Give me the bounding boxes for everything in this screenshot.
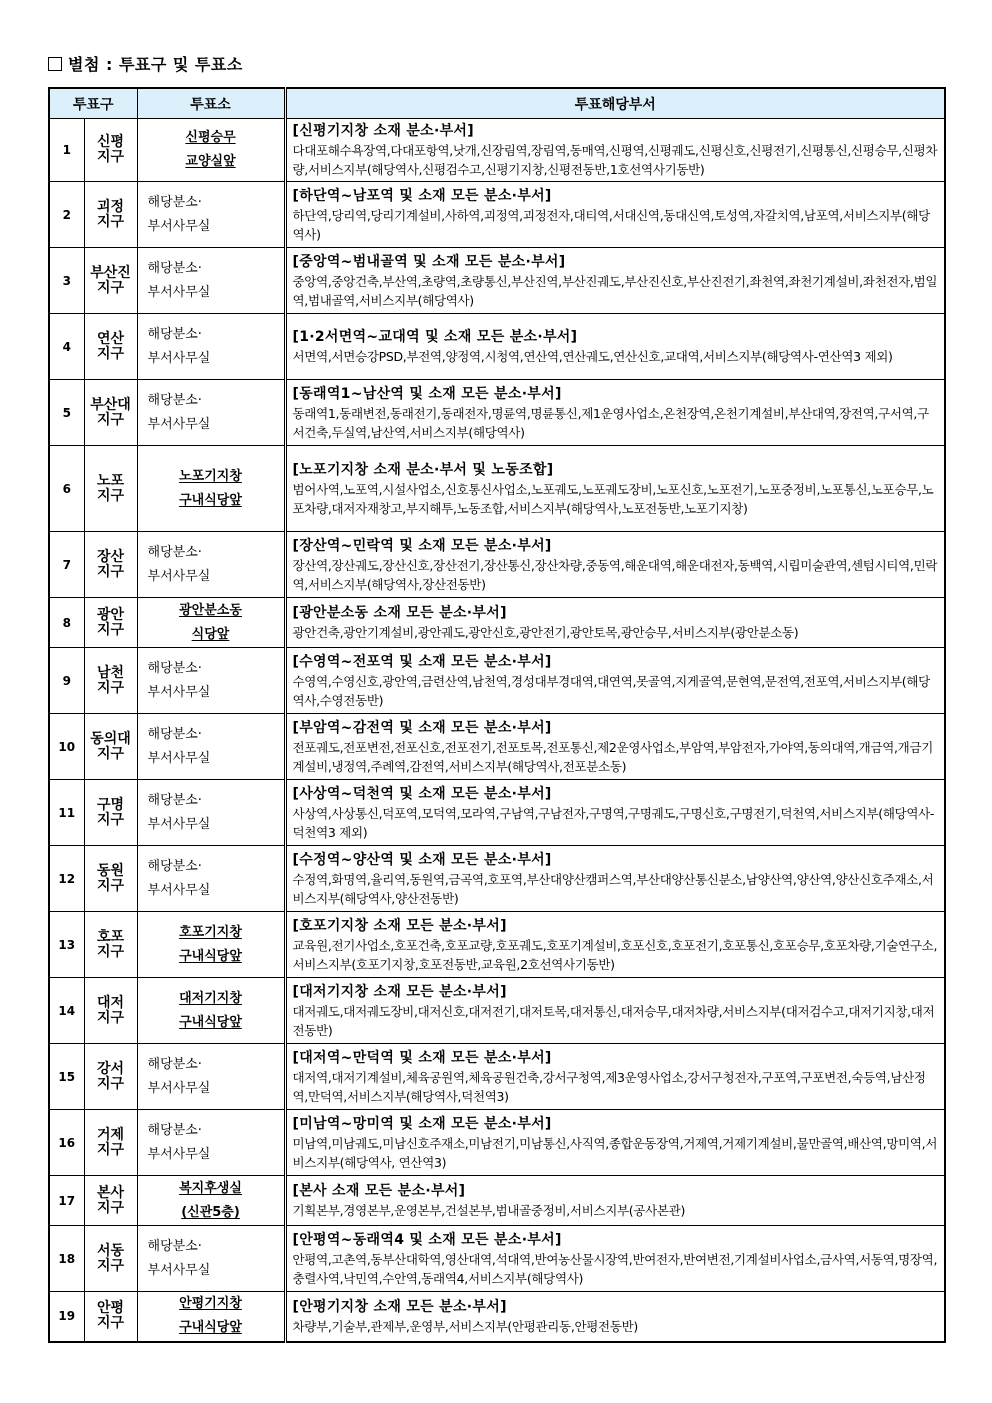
polling-place-line: 광안분소동 xyxy=(179,602,242,618)
polling-place xyxy=(137,598,285,648)
district-name-line: 장산 xyxy=(96,548,125,565)
department-heading: [사상역~덕천역 및 소재 모든 분소·부서] xyxy=(292,785,552,802)
polling-place xyxy=(137,446,285,532)
table-row xyxy=(49,1226,945,1292)
table-row xyxy=(49,248,945,314)
district-name-line: 동원 xyxy=(96,862,125,879)
district-name xyxy=(84,978,137,1044)
department-cell xyxy=(285,714,945,780)
polling-place-line: 부서사무실 xyxy=(147,416,211,432)
department-list: 중앙역,중앙건축,부산역,초량역,초량통신,부산진역,부산진궤도,부산진신호,부산진전기,좌천역,좌천기계설비,좌천전자,범일역,범내골역,서비스지부(해당역사) xyxy=(292,273,938,308)
row-number: 8 xyxy=(49,598,84,648)
row-number: 19 xyxy=(49,1292,84,1342)
district-name-line: 부산진 xyxy=(90,264,131,281)
department-heading: [노포기지창 소재 분소·부서 및 노동조합] xyxy=(292,461,554,478)
district-name-line: 서동 xyxy=(96,1242,125,1259)
polling-place-line: 부서사무실 xyxy=(147,1080,211,1096)
department-cell xyxy=(285,182,945,248)
row-number: 16 xyxy=(49,1110,84,1176)
row-number: 5 xyxy=(49,380,84,446)
polling-place-line: 부서사무실 xyxy=(147,750,211,766)
department-list: 차량부,기술부,관제부,운영부,서비스지부(안평관리동,안평전동반) xyxy=(292,1318,638,1334)
district-name xyxy=(84,248,137,314)
district-name-line: 연산 xyxy=(96,330,125,347)
table-row xyxy=(49,182,945,248)
polling-place xyxy=(137,1044,285,1110)
row-number: 2 xyxy=(49,182,84,248)
district-name xyxy=(84,780,137,846)
polling-place-line: 해당분소· xyxy=(147,392,202,408)
polling-place-line: 해당분소· xyxy=(147,544,202,560)
department-heading: [본사 소재 모든 분소·부서] xyxy=(292,1183,466,1199)
polling-place-line: 구내식당앞 xyxy=(179,492,242,508)
polling-place-line: 교양실앞 xyxy=(185,154,236,169)
row-number: 3 xyxy=(49,248,84,314)
district-name-line: 안평 xyxy=(96,1300,125,1317)
department-cell xyxy=(285,532,945,598)
district-name-line: 지구 xyxy=(96,279,125,296)
department-heading: [1·2서면역~교대역 및 소재 모든 분소·부서] xyxy=(292,329,578,345)
polling-place-line: 대저기지창 xyxy=(179,990,242,1006)
department-heading: [안평역~동래역4 및 소재 모든 분소·부서] xyxy=(292,1231,562,1248)
polling-place xyxy=(137,648,285,714)
district-name xyxy=(84,182,137,248)
polling-place-line: 구내식당앞 xyxy=(179,948,242,964)
polling-place xyxy=(137,912,285,978)
header-polling-place: 투표소 xyxy=(137,88,285,119)
district-name-line: 지구 xyxy=(96,487,125,504)
table-row xyxy=(49,648,945,714)
department-list: 대저역,대저기계설비,체육공원역,체육공원건축,강서구청역,제3운영사업소,강서구청전자,구포역,구포변전,숙등역,남산정역,만덕역,서비스지부(해당역사,덕천역3) xyxy=(292,1069,926,1104)
department-cell xyxy=(285,912,945,978)
district-name-line: 지구 xyxy=(96,213,125,230)
district-name-line: 지구 xyxy=(96,1009,125,1026)
district-name-line: 지구 xyxy=(96,149,125,165)
department-heading: [하단역~남포역 및 소재 모든 분소·부서] xyxy=(292,187,552,204)
polling-place-line: 해당분소· xyxy=(147,1238,202,1254)
district-name-line: 지구 xyxy=(96,621,125,638)
polling-place-line: 부서사무실 xyxy=(147,684,211,700)
polling-place-line: 부서사무실 xyxy=(147,284,211,300)
polling-place-line: (신관5층) xyxy=(181,1204,240,1220)
department-list: 서면역,서면승강PSD,부전역,양정역,시청역,연산역,연산궤도,연산신호,교대역,서비스지부(해당역사-연산역3 제외) xyxy=(292,349,893,364)
department-heading: [광안분소동 소재 모든 분소·부서] xyxy=(292,605,507,621)
polling-place-line: 부서사무실 xyxy=(147,816,211,832)
department-cell xyxy=(285,1176,945,1226)
district-name-line: 호포 xyxy=(96,928,125,945)
department-heading: [호포기지창 소재 모든 분소·부서] xyxy=(292,917,507,934)
polling-place-line: 부서사무실 xyxy=(147,882,211,898)
row-number: 7 xyxy=(49,532,84,598)
header-district: 투표구 xyxy=(49,88,137,119)
polling-place xyxy=(137,780,285,846)
polling-place-line: 복지후생실 xyxy=(179,1180,242,1196)
row-number: 10 xyxy=(49,714,84,780)
department-cell xyxy=(285,978,945,1044)
department-cell xyxy=(285,1226,945,1292)
polling-place xyxy=(137,182,285,248)
department-list: 수정역,화명역,율리역,동원역,금곡역,호포역,부산대양산캠퍼스역,부산대양산통신분소,남양산역,양산역,양산신호주재소,서비스지부(해당역사,양산전동반) xyxy=(292,871,934,906)
table-header-row xyxy=(49,88,945,119)
polling-place-line: 해당분소· xyxy=(147,260,202,276)
district-name-line: 부산대 xyxy=(90,396,131,413)
district-name xyxy=(84,846,137,912)
district-name xyxy=(84,380,137,446)
table-row xyxy=(49,978,945,1044)
district-name xyxy=(84,912,137,978)
district-name-line: 지구 xyxy=(96,1257,125,1274)
department-list: 안평역,고촌역,동부산대학역,영산대역,석대역,반여농산물시장역,반여전자,반여변전,기계설비사업소,금사역,서동역,명장역,충렬사역,낙민역,수안역,동래역4,서비스지부(해당역사) xyxy=(292,1251,938,1286)
department-list: 대저궤도,대저궤도장비,대저신호,대저전기,대저토목,대저통신,대저승무,대저차량,서비스지부(대저검수고,대저기지창,대저전동반) xyxy=(292,1003,935,1038)
row-number: 4 xyxy=(49,314,84,380)
row-number: 14 xyxy=(49,978,84,1044)
district-name-line: 대저 xyxy=(96,994,125,1011)
row-number: 9 xyxy=(49,648,84,714)
polling-place-line: 부서사무실 xyxy=(147,1262,211,1278)
department-list: 미남역,미남궤도,미남신호주재소,미남전기,미남통신,사직역,종합운동장역,거제역,거제기계설비,물만골역,배산역,망미역,서비스지부(해당역사, 연산역3) xyxy=(292,1135,938,1170)
district-name xyxy=(84,648,137,714)
polling-place-line: 노포기지창 xyxy=(179,468,242,484)
table-row xyxy=(49,598,945,648)
department-heading: [장산역~민락역 및 소재 모든 분소·부서] xyxy=(292,537,552,554)
table-row xyxy=(49,912,945,978)
district-name-line: 신평 xyxy=(96,134,125,150)
district-name-line: 지구 xyxy=(96,745,125,762)
district-name-line: 지구 xyxy=(96,679,125,696)
table-row xyxy=(49,446,945,532)
district-name xyxy=(84,446,137,532)
polling-place-line: 부서사무실 xyxy=(147,568,211,584)
department-heading: [수영역~전포역 및 소재 모든 분소·부서] xyxy=(292,653,552,670)
district-name-line: 지구 xyxy=(96,345,125,362)
district-name xyxy=(84,314,137,380)
polling-place xyxy=(137,1226,285,1292)
row-number: 13 xyxy=(49,912,84,978)
district-name-line: 지구 xyxy=(96,943,125,960)
district-name-line: 지구 xyxy=(96,811,125,828)
polling-place-line: 식당앞 xyxy=(191,626,230,642)
table-row xyxy=(49,314,945,380)
table-row xyxy=(49,532,945,598)
district-name xyxy=(84,1176,137,1226)
row-number: 12 xyxy=(49,846,84,912)
checkbox-square-icon xyxy=(48,57,62,71)
document-title xyxy=(48,52,243,75)
department-cell xyxy=(285,446,945,532)
polling-place-line: 구내식당앞 xyxy=(179,1320,242,1336)
polling-place xyxy=(137,314,285,380)
polling-place xyxy=(137,1110,285,1176)
table-row xyxy=(49,846,945,912)
polling-place-line: 부서사무실 xyxy=(147,1146,211,1162)
document-title-text: 별첨 : 투표구 및 투표소 xyxy=(68,55,243,74)
table-row xyxy=(49,714,945,780)
department-list: 범어사역,노포역,시설사업소,신호통신사업소,노포궤도,노포궤도장비,노포신호,노포전기,노포중정비,노포통신,노포승무,노포차량,대저자재창고,부지해투,노동조합,서비스지부(해당역사,노포전동반,노포기지창) xyxy=(292,481,934,516)
table-row xyxy=(49,1292,945,1342)
department-list: 장산역,장산궤도,장산신호,장산전기,장산통신,장산차량,중동역,해운대역,해운대전자,동백역,시립미술관역,센텀시티역,민락역,서비스지부(해당역사,장산전동반) xyxy=(292,557,938,592)
polling-place-line: 해당분소· xyxy=(147,792,202,808)
polling-place-line: 신평승무 xyxy=(185,130,236,145)
department-cell xyxy=(285,380,945,446)
polling-place xyxy=(137,1292,285,1342)
polling-place-line: 해당분소· xyxy=(147,1056,202,1072)
polling-place-line: 해당분소· xyxy=(147,660,202,676)
polling-place-line: 해당분소· xyxy=(147,1122,202,1138)
department-list: 사상역,사상통신,덕포역,모덕역,모라역,구남역,구남전자,구명역,구명궤도,구명신호,구명전기,덕천역,서비스지부(해당역사-덕천역3 제외) xyxy=(292,805,935,840)
district-name-line: 동의대 xyxy=(90,730,131,747)
district-name xyxy=(84,598,137,648)
district-name-line: 강서 xyxy=(96,1060,125,1077)
department-heading: [대저기지창 소재 모든 분소·부서] xyxy=(292,983,507,1000)
district-name-line: 남천 xyxy=(96,664,125,681)
department-list: 하단역,당리역,당리기계설비,사하역,괴정역,괴정전자,대티역,서대신역,동대신역,토성역,자갈치역,남포역,서비스지부(해당역사) xyxy=(292,207,930,242)
department-cell xyxy=(285,1044,945,1110)
department-heading: [부암역~감전역 및 소재 모든 분소·부서] xyxy=(292,719,552,736)
department-cell xyxy=(285,314,945,380)
polling-place-line: 해당분소· xyxy=(147,726,202,742)
district-name-line: 거제 xyxy=(96,1126,125,1143)
district-name xyxy=(84,1110,137,1176)
department-list: 동래역1,동래변전,동래전기,동래전자,명륜역,명륜통신,제1운영사업소,온천장역,온천기계설비,부산대역,장전역,구서역,구서건축,두실역,남산역,서비스지부(해당역사) xyxy=(292,405,929,440)
department-cell xyxy=(285,1110,945,1176)
polling-place xyxy=(137,380,285,446)
department-cell xyxy=(285,648,945,714)
table-row xyxy=(49,1110,945,1176)
district-name-line: 괴정 xyxy=(96,198,125,215)
department-heading: [중앙역~범내골역 및 소재 모든 분소·부서] xyxy=(292,253,566,270)
district-name-line: 광안 xyxy=(96,606,125,623)
row-number: 11 xyxy=(49,780,84,846)
district-name-line: 지구 xyxy=(96,411,125,428)
district-name xyxy=(84,714,137,780)
table-row xyxy=(49,380,945,446)
department-cell xyxy=(285,1292,945,1342)
department-cell xyxy=(285,598,945,648)
polling-place-line: 안평기지창 xyxy=(179,1296,242,1312)
district-name-line: 지구 xyxy=(96,1315,125,1332)
district-name-line: 노포 xyxy=(96,472,125,489)
district-name xyxy=(84,119,137,182)
table-body xyxy=(49,119,945,1342)
row-number: 1 xyxy=(49,119,84,182)
department-list: 기획본부,경영본부,운영본부,건설본부,범내골중정비,서비스지부(공사본관) xyxy=(292,1203,686,1218)
polling-place xyxy=(137,532,285,598)
polling-place-line: 부서사무실 xyxy=(147,350,211,366)
department-list: 다대포해수욕장역,다대포항역,낫개,신장림역,장림역,동매역,신평역,신평궤도,신평신호,신평전기,신평통신,신평승무,신평차량,서비스지부(해당역사,신평검수고,신평기지창,신평전동반,1호선역사기동반) xyxy=(292,143,938,177)
district-name xyxy=(84,532,137,598)
department-heading: [미남역~망미역 및 소재 모든 분소·부서] xyxy=(292,1115,552,1132)
district-name-line: 본사 xyxy=(96,1184,125,1201)
polling-place-line: 부서사무실 xyxy=(147,218,211,234)
row-number: 18 xyxy=(49,1226,84,1292)
polling-place xyxy=(137,248,285,314)
polling-place xyxy=(137,846,285,912)
header-departments: 투표해당부서 xyxy=(285,88,945,119)
department-heading: [신평기지창 소재 분소·부서] xyxy=(292,123,474,139)
polling-place-line: 구내식당앞 xyxy=(179,1014,242,1030)
voting-district-table xyxy=(48,87,946,1343)
department-heading: [동래역1~남산역 및 소재 모든 분소·부서] xyxy=(292,385,562,402)
polling-place-line: 해당분소· xyxy=(147,858,202,874)
department-heading: [안평기지창 소재 모든 분소·부서] xyxy=(292,1298,507,1315)
district-name-line: 지구 xyxy=(96,1141,125,1158)
department-cell xyxy=(285,119,945,182)
polling-place xyxy=(137,119,285,182)
polling-place xyxy=(137,1176,285,1226)
district-name xyxy=(84,1292,137,1342)
department-list: 전포궤도,전포변전,전포신호,전포전기,전포토목,전포통신,제2운영사업소,부암역,부암전자,가야역,동의대역,개금역,개금기계설비,냉정역,주례역,감전역,서비스지부(해당역사,전포분소동) xyxy=(292,739,934,774)
department-heading: [수정역~양산역 및 소재 모든 분소·부서] xyxy=(292,851,552,868)
row-number: 17 xyxy=(49,1176,84,1226)
district-name-line: 지구 xyxy=(96,1199,125,1216)
district-name-line: 구명 xyxy=(96,796,125,813)
row-number: 6 xyxy=(49,446,84,532)
department-cell xyxy=(285,780,945,846)
department-list: 광안건축,광안기계설비,광안궤도,광안신호,광안전기,광안토목,광안승무,서비스지부(광안분소동) xyxy=(292,625,799,640)
department-heading: [대저역~만덕역 및 소재 모든 분소·부서] xyxy=(292,1049,552,1066)
district-name xyxy=(84,1044,137,1110)
department-list: 수영역,수영신호,광안역,금련산역,남천역,경성대부경대역,대연역,못골역,지게골역,문현역,문전역,전포역,서비스지부(해당역사,수영전동반) xyxy=(292,673,930,708)
polling-place-line: 해당분소· xyxy=(147,194,202,210)
district-name-line: 지구 xyxy=(96,877,125,894)
polling-place xyxy=(137,978,285,1044)
row-number: 15 xyxy=(49,1044,84,1110)
district-name xyxy=(84,1226,137,1292)
department-cell xyxy=(285,846,945,912)
polling-place xyxy=(137,714,285,780)
polling-place-line: 호포기지창 xyxy=(179,924,242,940)
department-list: 교육원,전기사업소,호포건축,호포교량,호포궤도,호포기계설비,호포신호,호포전기,호포통신,호포승무,호포차량,기술연구소,서비스지부(호포기지창,호포전동반,교육원,2호선역사기동반) xyxy=(292,937,938,972)
district-name-line: 지구 xyxy=(96,563,125,580)
department-cell xyxy=(285,248,945,314)
table-row xyxy=(49,119,945,182)
table-row xyxy=(49,1044,945,1110)
polling-place-line: 해당분소· xyxy=(147,326,202,342)
table-row xyxy=(49,780,945,846)
table-row xyxy=(49,1176,945,1226)
district-name-line: 지구 xyxy=(96,1075,125,1092)
